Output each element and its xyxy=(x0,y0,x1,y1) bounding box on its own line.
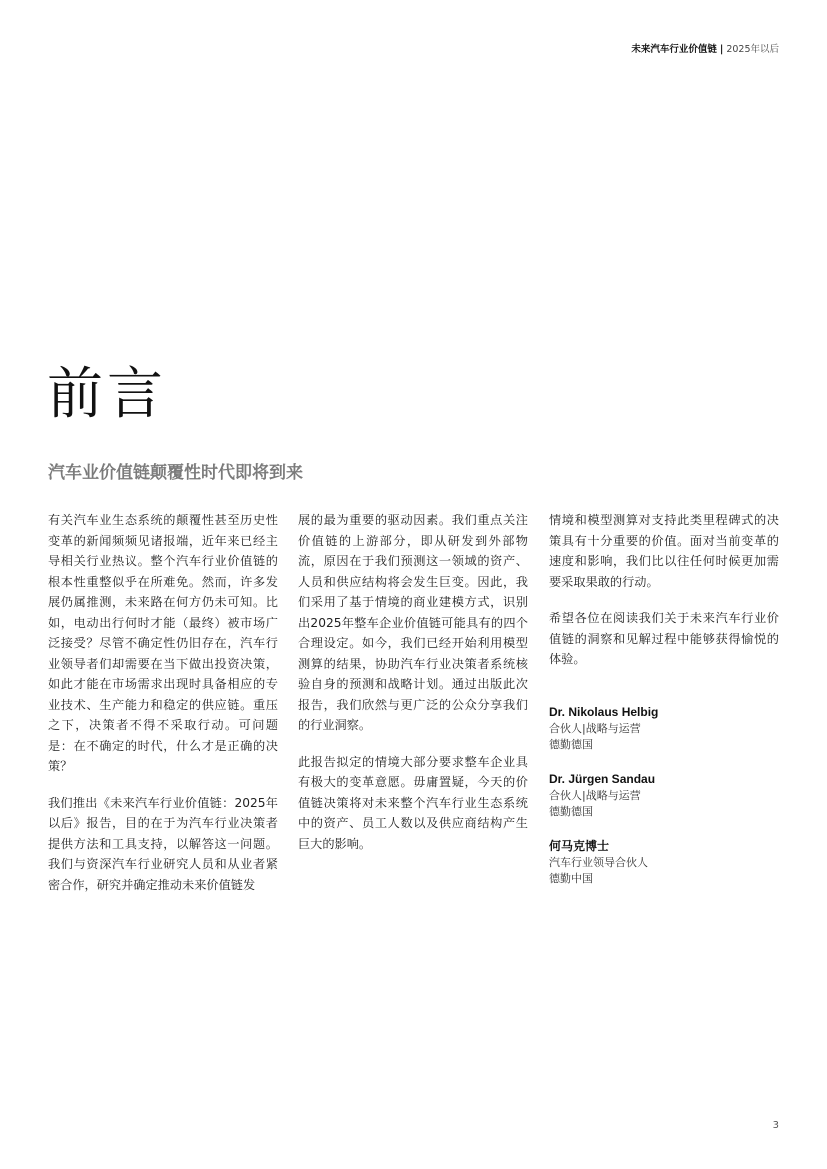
page-number: 3 xyxy=(772,1120,779,1131)
signatory-name: 何马克博士 xyxy=(549,838,610,853)
text-column-2 xyxy=(298,510,528,870)
signatory xyxy=(549,771,779,820)
paragraph: 有关汽车业生态系统的颠覆性甚至历史性变革的新闻频频见诸报端，近年来已经主导相关行业热议。整个汽车行业价值链的根本性重整似乎在所难免。然而，许多发展仍属推测，未来路在何方仍未可知。比如，电动出行何时才能（最终）被市场广泛接受？尽管不确定性仍旧存在，汽车行业领导者们却需要在当下做出投资决策，如此才能在市场需求出现时具备相应的专业技术、生产能力和稳定的供应链。重压之下，决策者不得不采取行动。可问题是：在不确定的时代，什么才是正确的决策？ xyxy=(48,513,278,773)
signatory-role: 合伙人|战略与运营 xyxy=(549,788,641,802)
paragraph: 希望各位在阅读我们关于未来汽车行业价值链的洞察和见解过程中能够获得愉悦的体验。 xyxy=(549,611,779,666)
paragraph: 展的最为重要的驱动因素。我们重点关注价值链的上游部分，即从研发到外部物流，原因在于我们预测这一领域的资产、人员和供应结构将会发生巨变。因此，我们采用了基于情境的商业建模方式，识别出2025年整车企业价值链可能具有的四个合理设定。如今，我们已经开始利用模型测算的结果，协助汽车行业决策者系统核验自身的预测和战略计划。通过出版此次报告，我们欣然与更广泛的公众分享我们的行业洞察。 xyxy=(298,513,528,732)
signatory-role: 合伙人|战略与运营 xyxy=(549,721,641,735)
signatory-org: 德勤德国 xyxy=(549,804,593,818)
paragraph: 我们推出《未来汽车行业价值链：2025年以后》报告，目的在于为汽车行业决策者提供方法和工具支持，以解答这一问题。我们与资深汽车行业研究人员和从业者紧密合作，研究并确定推动未来价值链发 xyxy=(48,795,278,892)
signatory-org: 德勤德国 xyxy=(549,737,593,751)
signatory-name: Dr. Jürgen Sandau xyxy=(549,771,656,786)
signatory xyxy=(549,704,779,753)
page-subtitle: 汽车业价值链颠覆性时代即将到来 xyxy=(48,463,303,483)
signatory-org: 德勤中国 xyxy=(549,871,593,885)
page-title: 前言 xyxy=(47,362,167,427)
paragraph: 此报告拟定的情境大部分要求整车企业具有极大的变革意愿。毋庸置疑，今天的价值链决策将对未来整个汽车行业生态系统中的资产、员工人数以及供应商结构产生巨大的影响。 xyxy=(298,754,528,851)
signatory xyxy=(549,838,779,887)
running-header xyxy=(631,44,779,56)
signatory-name: Dr. Nikolaus Helbig xyxy=(549,704,659,719)
text-column-1 xyxy=(48,510,278,911)
report-subtitle: 2025年以后 xyxy=(726,44,779,55)
text-column-3 xyxy=(549,510,779,905)
paragraph: 情境和模型测算对支持此类里程碑式的决策具有十分重要的价值。面对当前变革的速度和影响，我们比以往任何时候更加需要采取果敢的行动。 xyxy=(549,513,779,589)
report-title: 未来汽车行业价值链 xyxy=(631,44,717,55)
signatory-role: 汽车行业领导合伙人 xyxy=(549,855,648,869)
header-separator: | xyxy=(719,44,724,55)
